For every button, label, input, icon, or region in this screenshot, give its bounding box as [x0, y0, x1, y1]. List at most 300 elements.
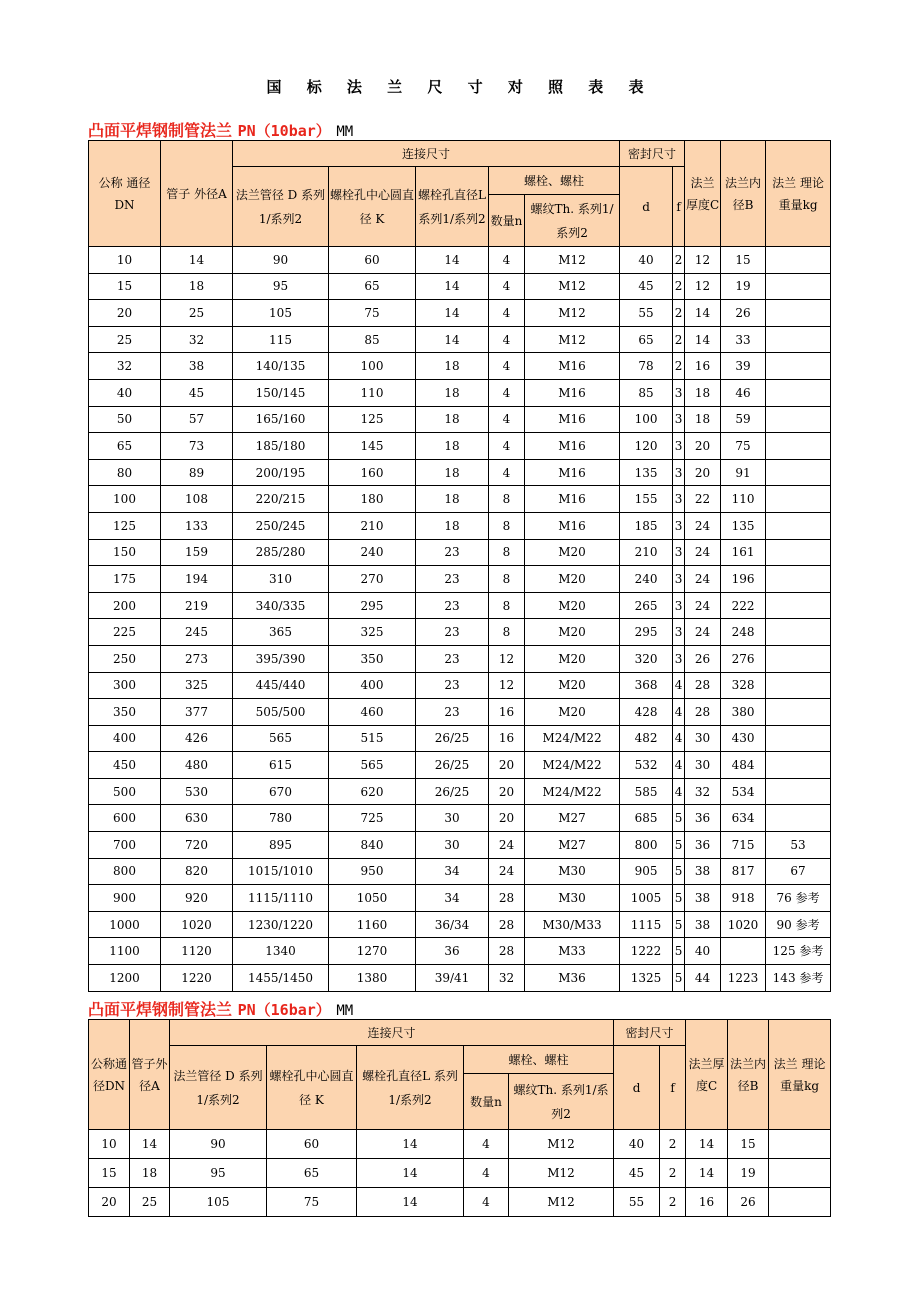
table-cell — [721, 938, 766, 965]
table-cell: 350 — [329, 645, 416, 672]
header-dn: 公称 通径DN — [89, 141, 161, 247]
header2-f: f — [660, 1046, 686, 1130]
table-cell: 40 — [614, 1130, 660, 1159]
table-cell: 905 — [620, 858, 673, 885]
table-cell: 325 — [161, 672, 233, 699]
table-row — [89, 911, 831, 938]
table-cell: 1230/1220 — [233, 911, 329, 938]
table-row — [89, 885, 831, 912]
table-cell: 196 — [721, 566, 766, 593]
header-a: 管子 外径A — [161, 141, 233, 247]
table-cell: 428 — [620, 699, 673, 726]
table-cell: 155 — [620, 486, 673, 513]
table-cell: 78 — [620, 353, 673, 380]
table-cell — [766, 645, 831, 672]
table-cell: 23 — [416, 672, 489, 699]
table-cell: 15 — [721, 247, 766, 274]
table-cell — [766, 778, 831, 805]
table-cell: 430 — [721, 725, 766, 752]
table-cell: 14 — [416, 300, 489, 327]
header-l: 螺栓孔直径L 系列1/系列2 — [416, 167, 489, 247]
table-cell: 1160 — [329, 911, 416, 938]
table-cell — [766, 619, 831, 646]
table-cell: 65 — [89, 433, 161, 460]
header2-l: 螺栓孔直径L 系列1/系列2 — [357, 1046, 464, 1130]
table-cell: 5 — [673, 858, 685, 885]
table-cell — [766, 512, 831, 539]
table-cell: 19 — [721, 273, 766, 300]
table-cell: 185/180 — [233, 433, 329, 460]
table-cell — [766, 752, 831, 779]
table-cell: 4 — [489, 433, 525, 460]
table-cell: 4 — [489, 273, 525, 300]
table-cell: M20 — [525, 645, 620, 672]
table-cell: 1115/1110 — [233, 885, 329, 912]
table-cell: 670 — [233, 778, 329, 805]
table-cell: 110 — [329, 379, 416, 406]
table-row — [89, 699, 831, 726]
table-cell: 159 — [161, 539, 233, 566]
table-cell: 400 — [89, 725, 161, 752]
table-cell: 60 — [329, 247, 416, 274]
table-cell — [766, 592, 831, 619]
table-cell: 26 — [728, 1188, 769, 1217]
table-cell: 14 — [130, 1130, 170, 1159]
table-cell: 3 — [673, 433, 685, 460]
header-d: d — [620, 167, 673, 247]
table-cell: 145 — [329, 433, 416, 460]
header2-weight: 法兰 理论 重量kg — [769, 1020, 831, 1130]
table-cell: 1050 — [329, 885, 416, 912]
header-c: 法兰厚度C — [685, 141, 721, 247]
table-cell: 615 — [233, 752, 329, 779]
table-cell: 67 — [766, 858, 831, 885]
table-cell: 5 — [673, 938, 685, 965]
table-cell: 36 — [685, 805, 721, 832]
table-cell: 1222 — [620, 938, 673, 965]
table-cell: 24 — [685, 592, 721, 619]
table-cell — [769, 1130, 831, 1159]
table-cell: 20 — [89, 300, 161, 327]
table-cell: 108 — [161, 486, 233, 513]
table-cell — [766, 672, 831, 699]
table-row — [89, 965, 831, 992]
table-cell: 12 — [489, 672, 525, 699]
table-cell: 36/34 — [416, 911, 489, 938]
table-cell: M16 — [525, 379, 620, 406]
table-cell: 380 — [721, 699, 766, 726]
table-cell — [766, 247, 831, 274]
table-cell: 194 — [161, 566, 233, 593]
table-cell: 450 — [89, 752, 161, 779]
table-cell: 55 — [620, 300, 673, 327]
table-cell: 16 — [489, 699, 525, 726]
table-cell: 1223 — [721, 965, 766, 992]
table-cell — [766, 805, 831, 832]
table-cell: 4 — [673, 778, 685, 805]
section-2-unit: MM — [336, 1003, 354, 1019]
table-cell: M20 — [525, 566, 620, 593]
table-cell: 800 — [620, 832, 673, 859]
table-cell: 484 — [721, 752, 766, 779]
table-cell: 4 — [489, 406, 525, 433]
table-cell: 1220 — [161, 965, 233, 992]
table-cell: 105 — [233, 300, 329, 327]
table-cell: 125 — [89, 512, 161, 539]
table-row — [89, 778, 831, 805]
table-cell: M27 — [525, 832, 620, 859]
table-cell: 8 — [489, 566, 525, 593]
table-cell: M12 — [509, 1159, 614, 1188]
table-cell: 10 — [89, 247, 161, 274]
flange-table-pn16 — [88, 1019, 831, 1217]
table-cell: 175 — [89, 566, 161, 593]
table-row — [89, 300, 831, 327]
table-cell: 377 — [161, 699, 233, 726]
header2-dn: 公称通径DN — [89, 1020, 130, 1130]
table-cell: 160 — [329, 459, 416, 486]
table-cell: 20 — [89, 1188, 130, 1217]
table-cell: 14 — [357, 1130, 464, 1159]
table-cell: 900 — [89, 885, 161, 912]
header2-conn: 连接尺寸 — [170, 1020, 614, 1046]
table-cell: 20 — [489, 778, 525, 805]
table-cell: 75 — [329, 300, 416, 327]
header2-k: 螺栓孔中心圆直径 K — [267, 1046, 357, 1130]
table-row — [89, 672, 831, 699]
table-cell: M20 — [525, 539, 620, 566]
table-cell: 15 — [89, 1159, 130, 1188]
table-cell: 634 — [721, 805, 766, 832]
table-cell — [766, 699, 831, 726]
table-cell: 135 — [620, 459, 673, 486]
table-cell: 820 — [161, 858, 233, 885]
section-1-title-cn: 凸面平焊钢制管法兰 — [88, 121, 238, 140]
table-cell: 18 — [685, 379, 721, 406]
table-cell: 14 — [357, 1159, 464, 1188]
table-cell: 8 — [489, 486, 525, 513]
table-cell: 600 — [89, 805, 161, 832]
table-cell: 445/440 — [233, 672, 329, 699]
table-cell: 85 — [620, 379, 673, 406]
header-b: 法兰内径B — [721, 141, 766, 247]
table-cell: 20 — [685, 433, 721, 460]
table-cell: 585 — [620, 778, 673, 805]
table-cell: 91 — [721, 459, 766, 486]
table-cell: 10 — [89, 1130, 130, 1159]
table-cell: 143 参考 — [766, 965, 831, 992]
table-cell: M20 — [525, 592, 620, 619]
table-cell: M16 — [525, 486, 620, 513]
table-row — [89, 566, 831, 593]
table-cell: 19 — [728, 1159, 769, 1188]
table-cell: 200/195 — [233, 459, 329, 486]
table-cell: 39 — [721, 353, 766, 380]
table-cell: 4 — [489, 247, 525, 274]
table-cell: 30 — [416, 832, 489, 859]
table-cell: 482 — [620, 725, 673, 752]
header2-d-flange: 法兰管径 D 系列1/系列2 — [170, 1046, 267, 1130]
table-row — [89, 619, 831, 646]
table-cell: 185 — [620, 512, 673, 539]
table-cell: 715 — [721, 832, 766, 859]
table-cell: 1380 — [329, 965, 416, 992]
table-cell: 28 — [685, 672, 721, 699]
table-cell: 800 — [89, 858, 161, 885]
table-row — [89, 1130, 831, 1159]
header-seal: 密封尺寸 — [620, 141, 685, 167]
table-cell: 28 — [489, 911, 525, 938]
table-cell: 105 — [170, 1188, 267, 1217]
table-cell: 620 — [329, 778, 416, 805]
table-cell: 16 — [685, 353, 721, 380]
table-cell: 300 — [89, 672, 161, 699]
table-row — [89, 938, 831, 965]
table-cell: 24 — [685, 539, 721, 566]
table-cell: 920 — [161, 885, 233, 912]
table-cell: 3 — [673, 379, 685, 406]
table-cell: 3 — [673, 486, 685, 513]
table-cell: 2 — [673, 300, 685, 327]
table-cell: 248 — [721, 619, 766, 646]
table-cell: 95 — [170, 1159, 267, 1188]
table-cell: 1340 — [233, 938, 329, 965]
table-cell: 55 — [614, 1188, 660, 1217]
table-cell: 8 — [489, 539, 525, 566]
table-cell: M16 — [525, 459, 620, 486]
table-cell: 328 — [721, 672, 766, 699]
table-cell: 1015/1010 — [233, 858, 329, 885]
table-cell: 39/41 — [416, 965, 489, 992]
table-cell: 30 — [416, 805, 489, 832]
table-cell: 3 — [673, 539, 685, 566]
table-row — [89, 273, 831, 300]
table-cell — [766, 379, 831, 406]
table-cell: 89 — [161, 459, 233, 486]
table-cell: M27 — [525, 805, 620, 832]
header-f: f — [673, 167, 685, 247]
table-cell: 918 — [721, 885, 766, 912]
table-row — [89, 858, 831, 885]
table-cell: 115 — [233, 326, 329, 353]
table-cell: 12 — [685, 273, 721, 300]
table-cell — [766, 300, 831, 327]
table-cell: 515 — [329, 725, 416, 752]
table-cell: 90 参考 — [766, 911, 831, 938]
table-cell: 3 — [673, 645, 685, 672]
table-cell — [766, 725, 831, 752]
table-cell: 150/145 — [233, 379, 329, 406]
table-cell: 950 — [329, 858, 416, 885]
table-cell: M24/M22 — [525, 778, 620, 805]
table-cell: 23 — [416, 566, 489, 593]
table-cell: 460 — [329, 699, 416, 726]
table-cell: 18 — [416, 512, 489, 539]
table-cell: 135 — [721, 512, 766, 539]
table-cell: 4 — [464, 1130, 509, 1159]
table-cell: 28 — [685, 699, 721, 726]
table-row — [89, 805, 831, 832]
table-cell — [769, 1188, 831, 1217]
table-cell — [766, 406, 831, 433]
table-cell: 46 — [721, 379, 766, 406]
table-cell: 23 — [416, 619, 489, 646]
header-bolt: 螺栓、螺柱 — [489, 167, 620, 195]
table-cell: 2 — [660, 1130, 686, 1159]
table-cell: 295 — [329, 592, 416, 619]
table-cell: 4 — [489, 353, 525, 380]
table-cell: 250/245 — [233, 512, 329, 539]
table-cell: 26/25 — [416, 725, 489, 752]
table-cell: 34 — [416, 885, 489, 912]
table-cell: 250 — [89, 645, 161, 672]
header2-n: 数量n — [464, 1074, 509, 1130]
table-cell: 5 — [673, 911, 685, 938]
table-cell: M12 — [509, 1130, 614, 1159]
header2-d: d — [614, 1046, 660, 1130]
table-cell: 5 — [673, 805, 685, 832]
table-cell: 45 — [161, 379, 233, 406]
table-cell: 57 — [161, 406, 233, 433]
table-cell: M30/M33 — [525, 911, 620, 938]
table-cell: 210 — [620, 539, 673, 566]
table-cell: 2 — [660, 1188, 686, 1217]
table-cell: 120 — [620, 433, 673, 460]
header2-c: 法兰厚度C — [686, 1020, 728, 1130]
table-cell: 320 — [620, 645, 673, 672]
table-cell: 4 — [673, 699, 685, 726]
table-cell: 2 — [673, 353, 685, 380]
table-cell: 30 — [685, 752, 721, 779]
table-cell: 25 — [130, 1188, 170, 1217]
table-cell — [766, 566, 831, 593]
table-cell: 395/390 — [233, 645, 329, 672]
table-cell: 32 — [685, 778, 721, 805]
table-cell: 295 — [620, 619, 673, 646]
table-cell: 100 — [620, 406, 673, 433]
table-cell: M16 — [525, 406, 620, 433]
table-row — [89, 379, 831, 406]
table-cell: 273 — [161, 645, 233, 672]
table-cell: 1200 — [89, 965, 161, 992]
table-cell: 26/25 — [416, 752, 489, 779]
table-cell: 165/160 — [233, 406, 329, 433]
table-cell — [766, 353, 831, 380]
table-cell: 325 — [329, 619, 416, 646]
table-cell: 4 — [673, 672, 685, 699]
header-weight: 法兰 理论 重量kg — [766, 141, 831, 247]
table-cell: 8 — [489, 592, 525, 619]
section-1-title-pn: PN（10bar） — [237, 122, 331, 140]
section-1-unit: MM — [336, 124, 354, 140]
table-cell: 14 — [686, 1130, 728, 1159]
table-cell: 33 — [721, 326, 766, 353]
table-cell: 817 — [721, 858, 766, 885]
table-cell: 1325 — [620, 965, 673, 992]
table-cell: 350 — [89, 699, 161, 726]
table-cell: 368 — [620, 672, 673, 699]
table-cell: 80 — [89, 459, 161, 486]
table-cell: 16 — [489, 725, 525, 752]
table-cell: 14 — [357, 1188, 464, 1217]
table-cell: 630 — [161, 805, 233, 832]
table-cell: 2 — [673, 247, 685, 274]
table-cell — [766, 433, 831, 460]
table-cell: 270 — [329, 566, 416, 593]
table-cell: 40 — [685, 938, 721, 965]
table-cell: 200 — [89, 592, 161, 619]
table-cell — [769, 1159, 831, 1188]
table-cell: 225 — [89, 619, 161, 646]
table-cell: 90 — [170, 1130, 267, 1159]
table-1-body — [89, 247, 831, 992]
table-cell: 14 — [685, 300, 721, 327]
table-cell: 20 — [685, 459, 721, 486]
table-cell: M20 — [525, 699, 620, 726]
table-cell: 4 — [673, 725, 685, 752]
table-cell: 18 — [416, 486, 489, 513]
table-cell: 222 — [721, 592, 766, 619]
table-cell: 180 — [329, 486, 416, 513]
header-d-flange: 法兰管径 D 系列1/系列2 — [233, 167, 329, 247]
table-cell — [766, 273, 831, 300]
table-cell: 28 — [489, 938, 525, 965]
header2-b: 法兰内径B — [728, 1020, 769, 1130]
header2-th: 螺纹Th. 系列1/系列2 — [509, 1074, 614, 1130]
table-cell: 780 — [233, 805, 329, 832]
table-cell: 45 — [614, 1159, 660, 1188]
table-cell: 36 — [685, 832, 721, 859]
table-cell: 73 — [161, 433, 233, 460]
table-cell: 16 — [686, 1188, 728, 1217]
table-cell: 36 — [416, 938, 489, 965]
table-cell: 125 — [329, 406, 416, 433]
table-cell: 276 — [721, 645, 766, 672]
table-cell: 14 — [416, 326, 489, 353]
table-cell: 840 — [329, 832, 416, 859]
table-cell: 32 — [489, 965, 525, 992]
table-cell: 23 — [416, 592, 489, 619]
table-row — [89, 645, 831, 672]
table-cell: 18 — [416, 406, 489, 433]
table-cell — [766, 459, 831, 486]
table-cell: 26 — [721, 300, 766, 327]
table-cell: 532 — [620, 752, 673, 779]
table-cell: 38 — [685, 885, 721, 912]
table-cell: 685 — [620, 805, 673, 832]
table-cell: 565 — [233, 725, 329, 752]
table-cell: M30 — [525, 858, 620, 885]
table-cell: M16 — [525, 353, 620, 380]
table-cell: 75 — [721, 433, 766, 460]
table-cell: 12 — [489, 645, 525, 672]
table-cell: M30 — [525, 885, 620, 912]
table-cell: 100 — [89, 486, 161, 513]
table-cell: 15 — [728, 1130, 769, 1159]
table-cell: 24 — [685, 566, 721, 593]
table-cell: 2 — [673, 273, 685, 300]
table-cell: 8 — [489, 619, 525, 646]
table-cell: 34 — [416, 858, 489, 885]
table-row — [89, 539, 831, 566]
table-cell: 133 — [161, 512, 233, 539]
table-cell: 2 — [660, 1159, 686, 1188]
table-cell: 1270 — [329, 938, 416, 965]
table-cell: 895 — [233, 832, 329, 859]
table-cell: 95 — [233, 273, 329, 300]
table-cell: 44 — [685, 965, 721, 992]
flange-table-pn10 — [88, 140, 831, 992]
